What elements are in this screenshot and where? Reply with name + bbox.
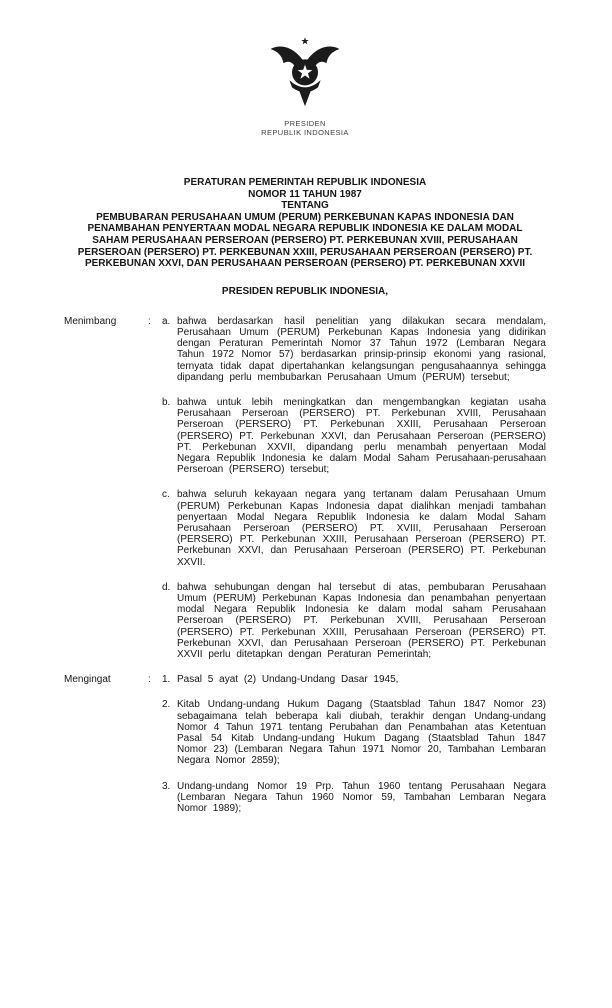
item-text: bahwa seluruh kekayaan negara yang tertanam dalam Perusahaan Umum (PERUM) Perkebunan Kapas Indonesia dapat dialihkan menjadi tambahan penyertaan Modal Negara Republik Indonesia ke dalam Modal Saham Perusahaan Perseroan (PERSERO) PT. XVIII, Perusahaan Perseroan (PERSERO) PT. Perkebunan XXIII, Perusahaan Perseroan (PERSERO) PT. Perkebunan XXVI, dan Perusahaan Perseroan (PERSERO) PT. Perkebunan XXVII. [177,489,546,568]
item-marker: c. [162,489,170,501]
menimbang-items [162,316,546,674]
item-text: bahwa sehubungan dengan hal tersebut di atas, pembubaran Perusahaan Umum (PERUM) Perkebunan Kapas Indonesia dan penambahan penyertaan modal Negara Republik Indonesia ke dalam modal saham Perusahaan Perseroan (PERSERO) PT. Perkebunan XVIII, Perusahaan Perseroan (PERSERO) PT. Perkebunan XXIII, Perusahaan Perseroan (PERSERO) PT. Perkebunan XXVI, dan Perusahaan Perseroan (PERSERO) PT. Perkebunan XXVII perlu ditetapkan dengan Peraturan Pemerintah; [177,581,546,661]
item-text: bahwa berdasarkan hasil penelitian yang dilakukan secara mendalam, Perusahaan Umum (PERUM) Perkebunan Kapas Indonesia yang didirikan dengan Peraturan Pemerintah Nomor 37 Tahun 1972 (Lembaran Negara Tahun 1972 Nomor 57) berdasarkan prinsip-prinsip ekonomi yang rasional, ternyata tidak dapat dipertahankan kelangsungan pengusahaannya sehingga dipandang perlu membubarkan Perusahaan Umum (PERUM) tersebut; [177,315,546,383]
legal-basis-item-2 [162,699,546,766]
item-text: Kitab Undang-undang Hukum Dagang (Staatsblad Tahun 1847 Nomor 23) sebagaimana telah beberapa kali diubah, terakhir dengan Undang-undang Nomor 4 Tahun 1971 tentang Perubahan dan Penambahan atas Ketentuan Pasal 54 Kitab Undang-undang Hukum Dagang (Staatsblad Tahun 1847 Nomor 23) (Lembaran Negara Tahun 1971 Nomor 20, Tambahan Lembaran Negara Nomor 2859); [177,699,546,767]
section-menimbang [64,316,546,674]
consideration-item-a [162,316,546,383]
section-colon: : [148,315,151,327]
mengingat-items [162,674,546,828]
consideration-item-b [162,397,546,475]
title-subject: PEMBUBARAN PERUSAHAAN UMUM (PERUM) PERKEBUNAN KAPAS INDONESIA DAN PENAMBAHAN PENYERTAAN MODAL NEGARA REPUBLIK INDONESIA KE DALAM MODAL SAHAM PERUSAHAAN PERSEROAN (PERSERO) PT. PERKEBUNAN XVIII, PERUSAHAAN PERSEROAN (PERSERO) PT. PERKEBUNAN XXIII, PERUSAHAAN PERSEROAN (PERSERO) PT. PERKEBUNAN XXVI, DAN PERUSAHAAN PERSEROAN (PERSERO) PT. PERKEBUNAN XXVII [77,211,533,270]
item-marker: 2. [162,699,171,711]
title-line-number: NOMOR 11 TAHUN 1987 [248,188,362,200]
title-line-tentang: TENTANG [281,200,329,212]
item-marker: d. [162,581,171,593]
preamble-heading: PRESIDEN REPUBLIK INDONESIA, [221,285,389,297]
item-text: Undang-undang Nomor 19 Prp. Tahun 1960 tentang Perusahaan Negara (Lembaran Negara Tahun 1960 Nomor 59, Tambahan Lembaran Negara Nomor 1989); [177,780,546,815]
consideration-item-c [162,489,546,567]
letterhead [64,36,546,137]
document-body [64,316,546,829]
letterhead-presiden: PRESIDEN [284,119,326,128]
document-title [64,177,546,270]
presidential-seal-icon [266,36,344,114]
section-mengingat [64,674,546,828]
letterhead-republik-indonesia: REPUBLIK INDONESIA [261,128,349,137]
consideration-item-d [162,582,546,660]
item-marker: 3. [162,780,171,792]
item-text: bahwa untuk lebih meningkatkan dan mengembangkan kegiatan usaha Perusahaan Perseroan (PERSERO) PT. Perkebunan XVIII, Perusahaan Perseroan (PERSERO) PT. Perkebunan XXIII, Perusahaan Perseroan (PERSERO) PT. Perkebunan XXVI, dan Perusahaan Perseroan (PERSERO) PT. Perkebunan XXVII, dipandang perlu menambah penyertaan Modal Negara Republik Indonesia ke dalam Modal Saham Perusahaan-perusahaan Perseroan (PERSERO) tersebut; [177,396,546,476]
legal-basis-item-1 [162,674,546,685]
title-line-regulation: PERATURAN PEMERINTAH REPUBLIK INDONESIA [183,177,427,188]
item-marker: 1. [162,674,171,686]
legal-basis-item-3 [162,781,546,815]
item-marker: a. [162,315,171,327]
item-marker: b. [162,396,171,408]
section-label-menimbang: Menimbang [64,315,117,327]
section-label-mengingat: Mengingat [64,674,111,686]
section-colon: : [148,674,151,686]
item-text: Pasal 5 ayat (2) Undang-Undang Dasar 1945, [177,674,399,686]
